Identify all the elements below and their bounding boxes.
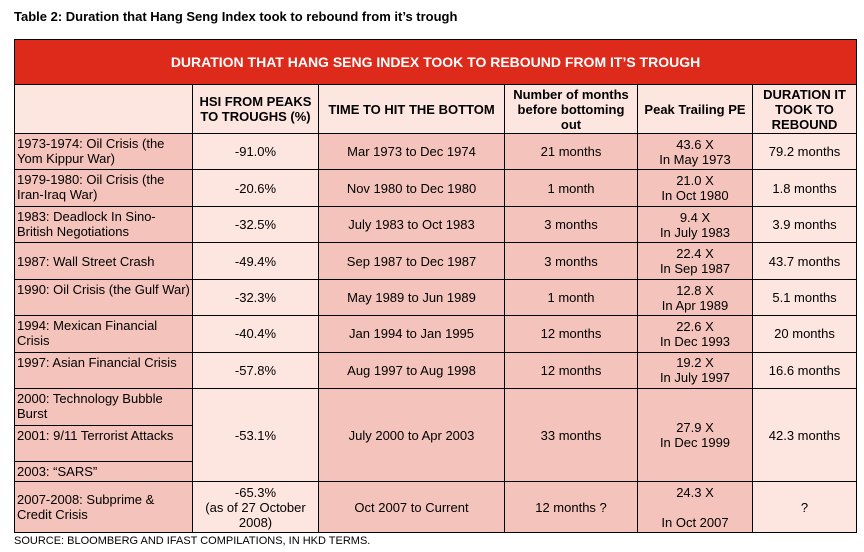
rebound-cell: 43.7 months — [753, 243, 857, 279]
hsi-cell: -32.5% — [193, 206, 319, 242]
event-cell: 2001: 9/11 Terrorist Attacks — [15, 425, 193, 461]
rebound-table — [14, 39, 857, 533]
header-rebound: DURATION IT TOOK TO REBOUND — [753, 85, 857, 134]
event-cell: 1997: Asian Financial Crisis — [15, 352, 193, 388]
event-cell: 1994: Mexican Financial Crisis — [15, 316, 193, 352]
time-cell: Mar 1973 to Dec 1974 — [319, 134, 505, 170]
rebound-cell: 42.3 months — [753, 389, 857, 482]
time-cell: Sep 1987 to Dec 1987 — [319, 243, 505, 279]
event-cell: 1990: Oil Crisis (the Gulf War) — [15, 279, 193, 315]
months-cell: 12 months ? — [505, 482, 638, 533]
hsi-cell: -53.1% — [193, 389, 319, 482]
months-cell: 12 months — [505, 316, 638, 352]
pe-value: 22.4 X — [676, 246, 714, 262]
pe-cell — [638, 482, 753, 533]
hsi-value: -65.3% — [234, 484, 277, 500]
table-row — [15, 482, 857, 533]
table-banner: DURATION THAT HANG SENG INDEX TOOK TO REBOUND FROM IT’S TROUGH — [15, 40, 857, 85]
source-note: SOURCE: BLOOMBERG AND IFAST COMPILATIONS, IN HKD TERMS. — [14, 535, 371, 547]
months-cell: 33 months — [505, 389, 638, 482]
rebound-cell: 5.1 months — [753, 279, 857, 315]
hsi-cell: -40.4% — [193, 316, 319, 352]
event-cell: 2003: “SARS” — [15, 462, 193, 482]
hsi-cell: -32.3% — [193, 279, 319, 315]
pe-value: 43.6 X — [676, 136, 714, 152]
months-cell: 12 months — [505, 352, 638, 388]
rebound-cell: ? — [753, 482, 857, 533]
pe-date: In Oct 1980 — [661, 188, 729, 204]
hsi-cell: -57.8% — [193, 352, 319, 388]
pe-date: In Dec 1999 — [659, 435, 731, 451]
rebound-cell: 20 months — [753, 316, 857, 352]
event-cell: 1983: Deadlock In Sino-British Negotiations — [15, 206, 193, 242]
hsi-cell: -49.4% — [193, 243, 319, 279]
pe-date: In Oct 2007 — [661, 514, 729, 530]
pe-date: In July 1997 — [659, 370, 731, 386]
table-row — [15, 206, 857, 242]
rebound-table-container — [14, 39, 856, 533]
pe-value: 21.0 X — [676, 173, 714, 189]
pe-date: In Sep 1987 — [659, 261, 731, 277]
rebound-cell: 79.2 months — [753, 134, 857, 170]
event-cell: 2000: Technology Bubble Burst — [15, 389, 193, 425]
time-cell: May 1989 to Jun 1989 — [319, 279, 505, 315]
pe-value: 27.9 X — [676, 420, 714, 436]
months-cell: 3 months — [505, 206, 638, 242]
months-cell: 21 months — [505, 134, 638, 170]
hsi-cell — [193, 482, 319, 533]
time-cell: Nov 1980 to Dec 1980 — [319, 170, 505, 206]
pe-cell — [638, 389, 753, 482]
time-cell: Jan 1994 to Jan 1995 — [319, 316, 505, 352]
pe-cell — [638, 206, 753, 242]
header-pe: Peak Trailing PE — [638, 85, 753, 134]
hsi-cell: -20.6% — [193, 170, 319, 206]
event-cell: 1973-1974: Oil Crisis (the Yom Kippur War) — [15, 134, 193, 170]
table-row — [15, 389, 857, 425]
pe-value: 19.2 X — [676, 355, 714, 371]
event-cell: 1979-1980: Oil Crisis (the Iran-Iraq War) — [15, 170, 193, 206]
pe-value: 9.4 X — [679, 209, 711, 225]
pe-value: 24.3 X — [676, 484, 714, 500]
header-hsi: HSI FROM PEAKS TO TROUGHS (%) — [193, 85, 319, 134]
hsi-cell: -91.0% — [193, 134, 319, 170]
pe-cell — [638, 170, 753, 206]
hsi-note: (as of 27 October 2008) — [205, 499, 306, 530]
table-row — [15, 134, 857, 170]
pe-cell — [638, 279, 753, 315]
time-cell: Aug 1997 to Aug 1998 — [319, 352, 505, 388]
pe-date: In Dec 1993 — [659, 333, 731, 349]
header-time: TIME TO HIT THE BOTTOM — [319, 85, 505, 134]
pe-date: In Apr 1989 — [661, 297, 729, 313]
pe-cell — [638, 316, 753, 352]
table-row — [15, 243, 857, 279]
pe-date: In July 1983 — [659, 224, 731, 240]
rebound-cell: 1.8 months — [753, 170, 857, 206]
table-caption: Table 2: Duration that Hang Seng Index took to rebound from it’s trough — [14, 9, 458, 24]
pe-cell — [638, 243, 753, 279]
header-event — [15, 85, 193, 134]
header-months: Number of months before bottoming out — [505, 85, 638, 134]
event-cell: 1987: Wall Street Crash — [15, 243, 193, 279]
table-row — [15, 352, 857, 388]
pe-value: 22.6 X — [676, 318, 714, 334]
pe-cell — [638, 134, 753, 170]
months-cell: 1 month — [505, 279, 638, 315]
rebound-cell: 16.6 months — [753, 352, 857, 388]
pe-date: In May 1973 — [659, 151, 731, 167]
rebound-cell: 3.9 months — [753, 206, 857, 242]
months-cell: 1 month — [505, 170, 638, 206]
time-cell: July 2000 to Apr 2003 — [319, 389, 505, 482]
event-cell: 2007-2008: Subprime & Credit Crisis — [15, 482, 193, 533]
pe-value: 12.8 X — [676, 282, 714, 298]
table-row — [15, 170, 857, 206]
table-row — [15, 279, 857, 315]
months-cell: 3 months — [505, 243, 638, 279]
table-row — [15, 316, 857, 352]
time-cell: July 1983 to Oct 1983 — [319, 206, 505, 242]
time-cell: Oct 2007 to Current — [319, 482, 505, 533]
pe-cell — [638, 352, 753, 388]
